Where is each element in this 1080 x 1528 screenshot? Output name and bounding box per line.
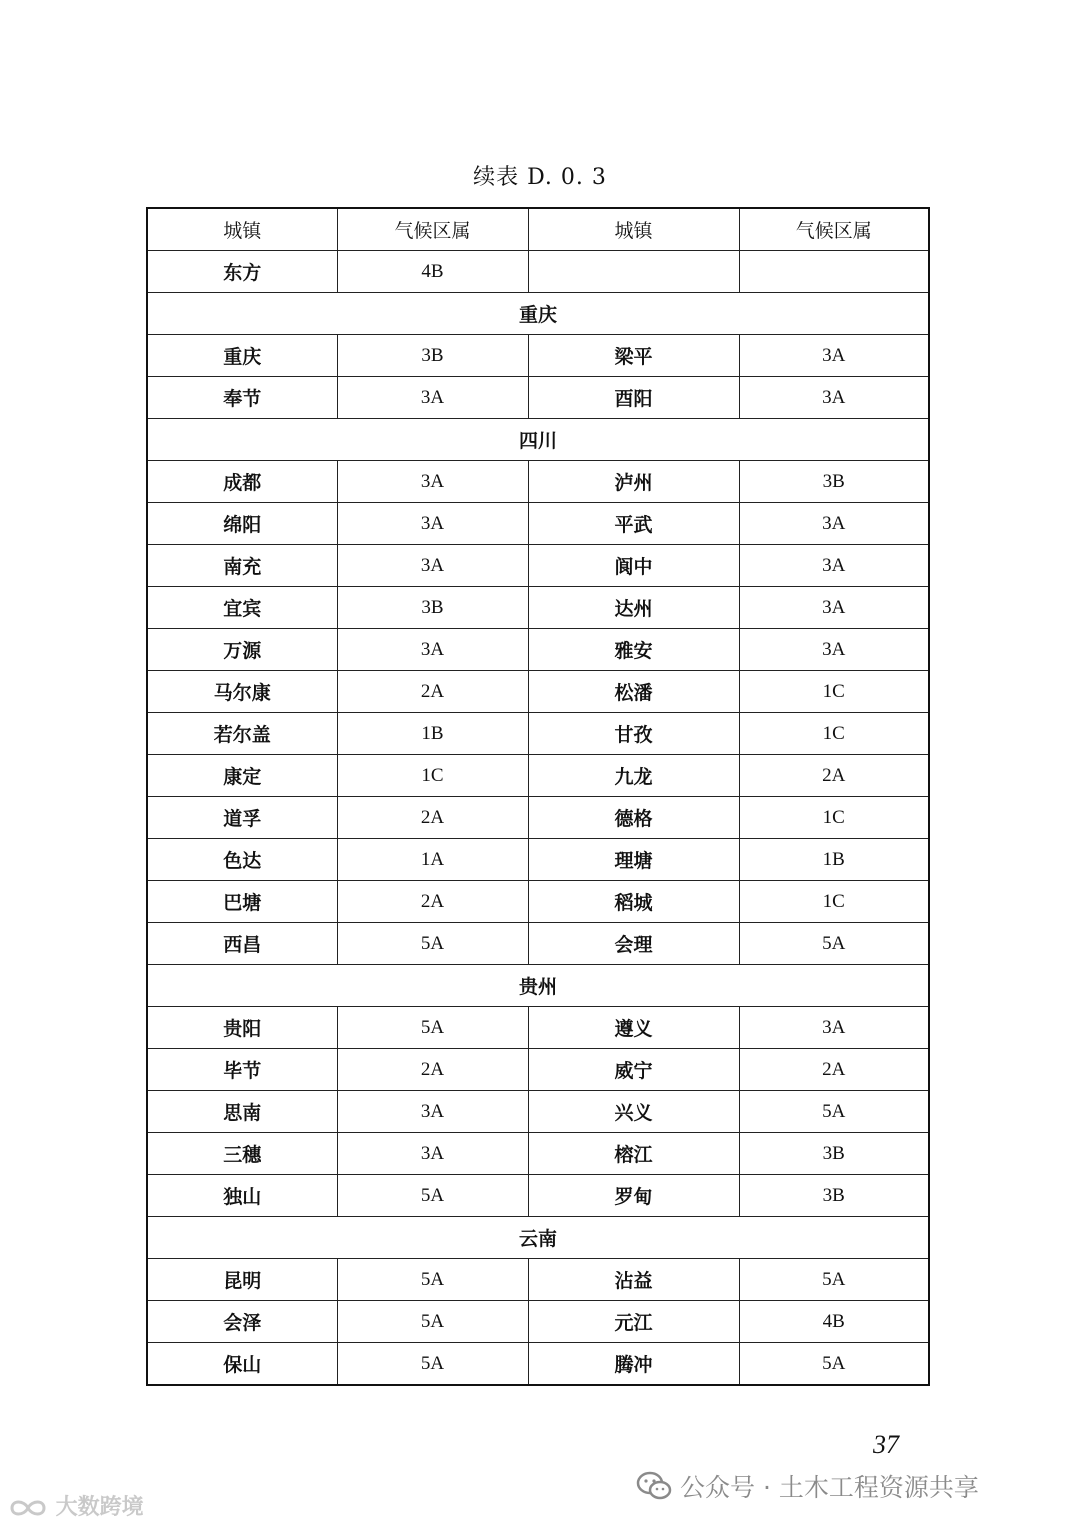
zone-cell: 3A	[337, 1133, 528, 1175]
zone-cell: 1B	[739, 839, 929, 881]
table-row	[147, 377, 929, 419]
city-cell: 阆中	[528, 545, 739, 587]
city-cell: 元江	[528, 1301, 739, 1343]
zone-cell: 3A	[337, 629, 528, 671]
header-zone-1: 气候区属	[337, 208, 528, 251]
zone-cell: 1C	[739, 881, 929, 923]
table-row	[147, 755, 929, 797]
zone-cell: 2A	[337, 671, 528, 713]
city-cell: 宜宾	[147, 587, 337, 629]
city-cell: 西昌	[147, 923, 337, 965]
city-cell: 德格	[528, 797, 739, 839]
zone-cell: 5A	[739, 923, 929, 965]
zone-cell: 1C	[739, 713, 929, 755]
header-city-2: 城镇	[528, 208, 739, 251]
zone-cell: 5A	[337, 923, 528, 965]
city-cell: 毕节	[147, 1049, 337, 1091]
table-row	[147, 587, 929, 629]
city-cell: 梁平	[528, 335, 739, 377]
region-label: 贵州	[147, 965, 929, 1007]
city-cell: 南充	[147, 545, 337, 587]
watermark-right	[636, 1468, 979, 1504]
zone-cell: 2A	[337, 797, 528, 839]
city-cell: 绵阳	[147, 503, 337, 545]
city-cell: 思南	[147, 1091, 337, 1133]
header-city-1: 城镇	[147, 208, 337, 251]
zone-cell: 3B	[337, 335, 528, 377]
zone-cell: 5A	[337, 1175, 528, 1217]
city-cell: 奉节	[147, 377, 337, 419]
city-cell: 甘孜	[528, 713, 739, 755]
zone-cell: 3A	[337, 377, 528, 419]
page-number: 37	[873, 1430, 899, 1459]
watermark-left-text: 大数跨境	[55, 1495, 144, 1520]
region-row	[147, 419, 929, 461]
city-cell: 榕江	[528, 1133, 739, 1175]
zone-cell: 3A	[739, 545, 929, 587]
table-body	[147, 208, 929, 1385]
table-row	[147, 629, 929, 671]
zone-cell: 3A	[739, 335, 929, 377]
zone-cell: 3B	[739, 1175, 929, 1217]
region-row	[147, 965, 929, 1007]
zone-cell: 4B	[337, 251, 528, 293]
city-cell: 贵阳	[147, 1007, 337, 1049]
table-row	[147, 545, 929, 587]
loop-logo-icon	[8, 1496, 48, 1520]
city-cell: 会理	[528, 923, 739, 965]
city-cell: 色达	[147, 839, 337, 881]
city-cell: 威宁	[528, 1049, 739, 1091]
zone-cell: 1C	[739, 797, 929, 839]
table-row	[147, 923, 929, 965]
zone-cell: 5A	[739, 1091, 929, 1133]
zone-cell: 5A	[337, 1259, 528, 1301]
region-row	[147, 1217, 929, 1259]
table-row	[147, 335, 929, 377]
zone-cell: 3A	[337, 461, 528, 503]
zone-cell: 1A	[337, 839, 528, 881]
table-row	[147, 1133, 929, 1175]
city-cell: 昆明	[147, 1259, 337, 1301]
region-label: 云南	[147, 1217, 929, 1259]
city-cell: 康定	[147, 755, 337, 797]
table-row	[147, 1343, 929, 1386]
table-row	[147, 1259, 929, 1301]
table-row	[147, 1091, 929, 1133]
zone-cell	[739, 251, 929, 293]
city-cell: 沾益	[528, 1259, 739, 1301]
table-row	[147, 797, 929, 839]
zone-cell: 3B	[337, 587, 528, 629]
zone-cell: 3B	[739, 1133, 929, 1175]
table-row	[147, 503, 929, 545]
zone-cell: 5A	[337, 1343, 528, 1386]
city-cell: 九龙	[528, 755, 739, 797]
city-cell: 稻城	[528, 881, 739, 923]
zone-cell: 3A	[739, 629, 929, 671]
city-cell: 万源	[147, 629, 337, 671]
city-cell: 东方	[147, 251, 337, 293]
table-row	[147, 713, 929, 755]
city-cell: 达州	[528, 587, 739, 629]
table-row	[147, 461, 929, 503]
city-cell: 马尔康	[147, 671, 337, 713]
zone-cell: 2A	[337, 1049, 528, 1091]
zone-cell: 1C	[739, 671, 929, 713]
watermark-left	[8, 1490, 144, 1521]
city-cell: 成都	[147, 461, 337, 503]
zone-cell: 3A	[739, 1007, 929, 1049]
city-cell: 会泽	[147, 1301, 337, 1343]
city-cell: 平武	[528, 503, 739, 545]
zone-cell: 2A	[739, 1049, 929, 1091]
city-cell: 松潘	[528, 671, 739, 713]
city-cell	[528, 251, 739, 293]
zone-cell: 5A	[739, 1343, 929, 1386]
zone-cell: 3A	[739, 587, 929, 629]
zone-cell: 3A	[337, 545, 528, 587]
zone-cell: 3A	[739, 377, 929, 419]
zone-cell: 5A	[739, 1259, 929, 1301]
table-row	[147, 671, 929, 713]
region-row	[147, 293, 929, 335]
city-cell: 若尔盖	[147, 713, 337, 755]
wechat-icon	[636, 1471, 672, 1501]
city-cell: 独山	[147, 1175, 337, 1217]
table-row	[147, 839, 929, 881]
table-caption: 续表 D. 0. 3	[473, 165, 607, 190]
city-cell: 兴义	[528, 1091, 739, 1133]
city-cell: 雅安	[528, 629, 739, 671]
city-cell: 巴塘	[147, 881, 337, 923]
city-cell: 理塘	[528, 839, 739, 881]
city-cell: 道孚	[147, 797, 337, 839]
region-label: 四川	[147, 419, 929, 461]
city-cell: 三穗	[147, 1133, 337, 1175]
header-zone-2: 气候区属	[739, 208, 929, 251]
zone-cell: 1B	[337, 713, 528, 755]
zone-cell: 1C	[337, 755, 528, 797]
zone-cell: 5A	[337, 1301, 528, 1343]
city-cell: 腾冲	[528, 1343, 739, 1386]
zone-cell: 3A	[337, 1091, 528, 1133]
zone-cell: 5A	[337, 1007, 528, 1049]
watermark-right-text: 公众号 · 土木工程资源共享	[680, 1473, 979, 1502]
table-row	[147, 1175, 929, 1217]
zone-cell: 3B	[739, 461, 929, 503]
table-row	[147, 1301, 929, 1343]
region-label: 重庆	[147, 293, 929, 335]
zone-cell: 2A	[739, 755, 929, 797]
zone-cell: 3A	[337, 503, 528, 545]
city-cell: 遵义	[528, 1007, 739, 1049]
city-cell: 重庆	[147, 335, 337, 377]
table-header-row	[147, 208, 929, 251]
zone-cell: 3A	[739, 503, 929, 545]
zone-cell: 2A	[337, 881, 528, 923]
table-row	[147, 1049, 929, 1091]
city-cell: 酉阳	[528, 377, 739, 419]
city-cell: 保山	[147, 1343, 337, 1386]
table-row	[147, 251, 929, 293]
city-cell: 罗甸	[528, 1175, 739, 1217]
climate-zone-table	[146, 207, 930, 1386]
table-row	[147, 1007, 929, 1049]
table-row	[147, 881, 929, 923]
city-cell: 泸州	[528, 461, 739, 503]
zone-cell: 4B	[739, 1301, 929, 1343]
